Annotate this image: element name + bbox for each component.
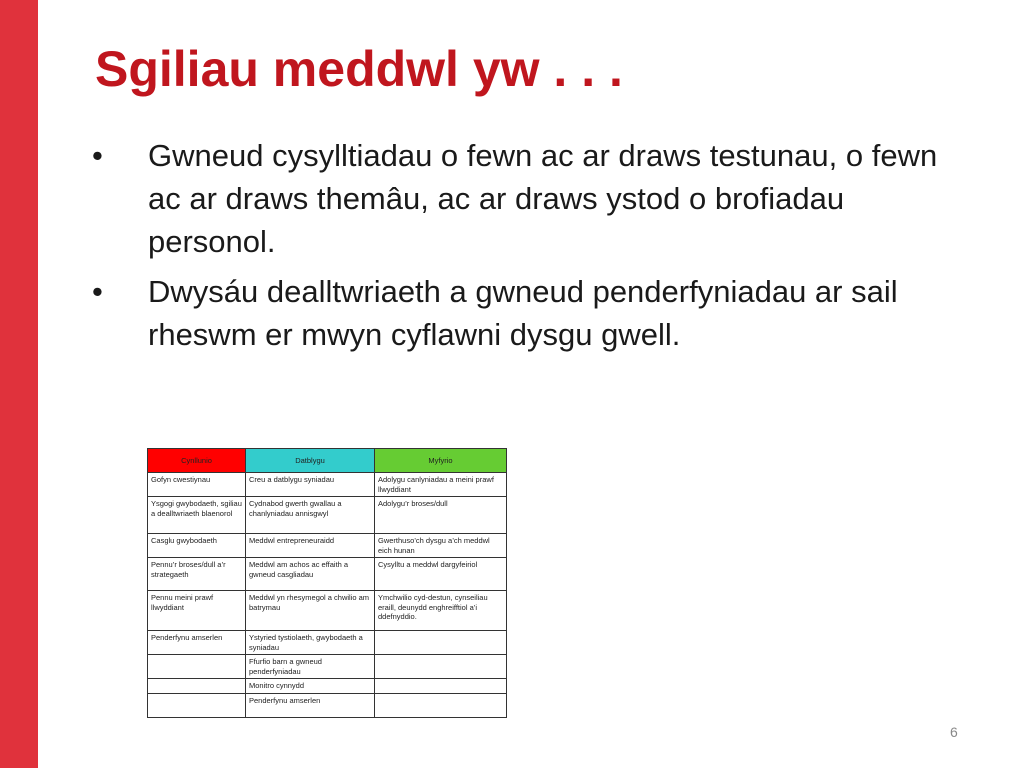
side-accent-bar <box>0 0 38 768</box>
table-row <box>148 655 507 679</box>
header-cynllunio: Cynllunio <box>148 449 246 473</box>
table-cell: Penderfynu amserlen <box>246 694 375 718</box>
table-cell <box>375 694 507 718</box>
table-cell: Ysgogi gwybodaeth, sgiliau a dealltwriaeth blaenorol <box>148 497 246 534</box>
table-cell: Ymchwilio cyd-destun, cynseiliau eraill, deunydd enghreifftiol a’i ddefnyddio. <box>375 591 507 631</box>
table-row <box>148 473 507 497</box>
table-cell: Pennu meini prawf llwyddiant <box>148 591 246 631</box>
table-cell: Meddwl am achos ac effaith a gwneud casgliadau <box>246 558 375 591</box>
table-cell <box>375 679 507 694</box>
table-cell: Casglu gwybodaeth <box>148 534 246 558</box>
bullet-item <box>92 134 952 263</box>
bullet-item <box>92 270 952 356</box>
table-cell <box>148 655 246 679</box>
table-cell: Creu a datblygu syniadau <box>246 473 375 497</box>
table-row <box>148 591 507 631</box>
bullet-text: Gwneud cysylltiadau o fewn ac ar draws testunau, o fewn ac ar draws themâu, ac ar draws ystod o brofiadau personol. <box>148 138 938 259</box>
bullet-marker: • <box>92 274 103 309</box>
table-cell <box>148 679 246 694</box>
table-row <box>148 694 507 718</box>
table-cell <box>375 655 507 679</box>
table-cell <box>148 694 246 718</box>
table-row <box>148 558 507 591</box>
table-cell: Adolygu canlyniadau a meini prawf llwyddiant <box>375 473 507 497</box>
table-cell: Cysylltu a meddwl dargyfeiriol <box>375 558 507 591</box>
table-cell: Cydnabod gwerth gwallau a chanlyniadau annisgwyl <box>246 497 375 534</box>
table-cell <box>375 631 507 655</box>
table-cell: Meddwl yn rhesymegol a chwilio am batrymau <box>246 591 375 631</box>
bullet-list <box>92 134 952 363</box>
table-cell: Ystyried tystiolaeth, gwybodaeth a syniadau <box>246 631 375 655</box>
table-row <box>148 534 507 558</box>
table-cell: Penderfynu amserlen <box>148 631 246 655</box>
header-datblygu: Datblygu <box>246 449 375 473</box>
table-cell: Gofyn cwestiynau <box>148 473 246 497</box>
table-cell: Gwerthuso’ch dysgu a’ch meddwl eich hunan <box>375 534 507 558</box>
slide-title: Sgiliau meddwl yw . . . <box>95 41 623 97</box>
table-cell: Adolygu’r broses/dull <box>375 497 507 534</box>
table-cell: Monitro cynnydd <box>246 679 375 694</box>
table-cell: Pennu’r broses/dull a’r strategaeth <box>148 558 246 591</box>
page-number: 6 <box>950 724 958 740</box>
table-header-row <box>148 449 507 473</box>
table-row <box>148 679 507 694</box>
skills-table <box>147 448 507 718</box>
table-row <box>148 631 507 655</box>
bullet-marker: • <box>92 138 103 173</box>
header-myfyrio: Myfyrio <box>375 449 507 473</box>
bullet-text: Dwysáu dealltwriaeth a gwneud penderfyniadau ar sail rheswm er mwyn cyflawni dysgu gwell. <box>148 274 898 352</box>
table-cell: Meddwl entrepreneuraidd <box>246 534 375 558</box>
table-row <box>148 497 507 534</box>
table-cell: Ffurfio barn a gwneud penderfyniadau <box>246 655 375 679</box>
